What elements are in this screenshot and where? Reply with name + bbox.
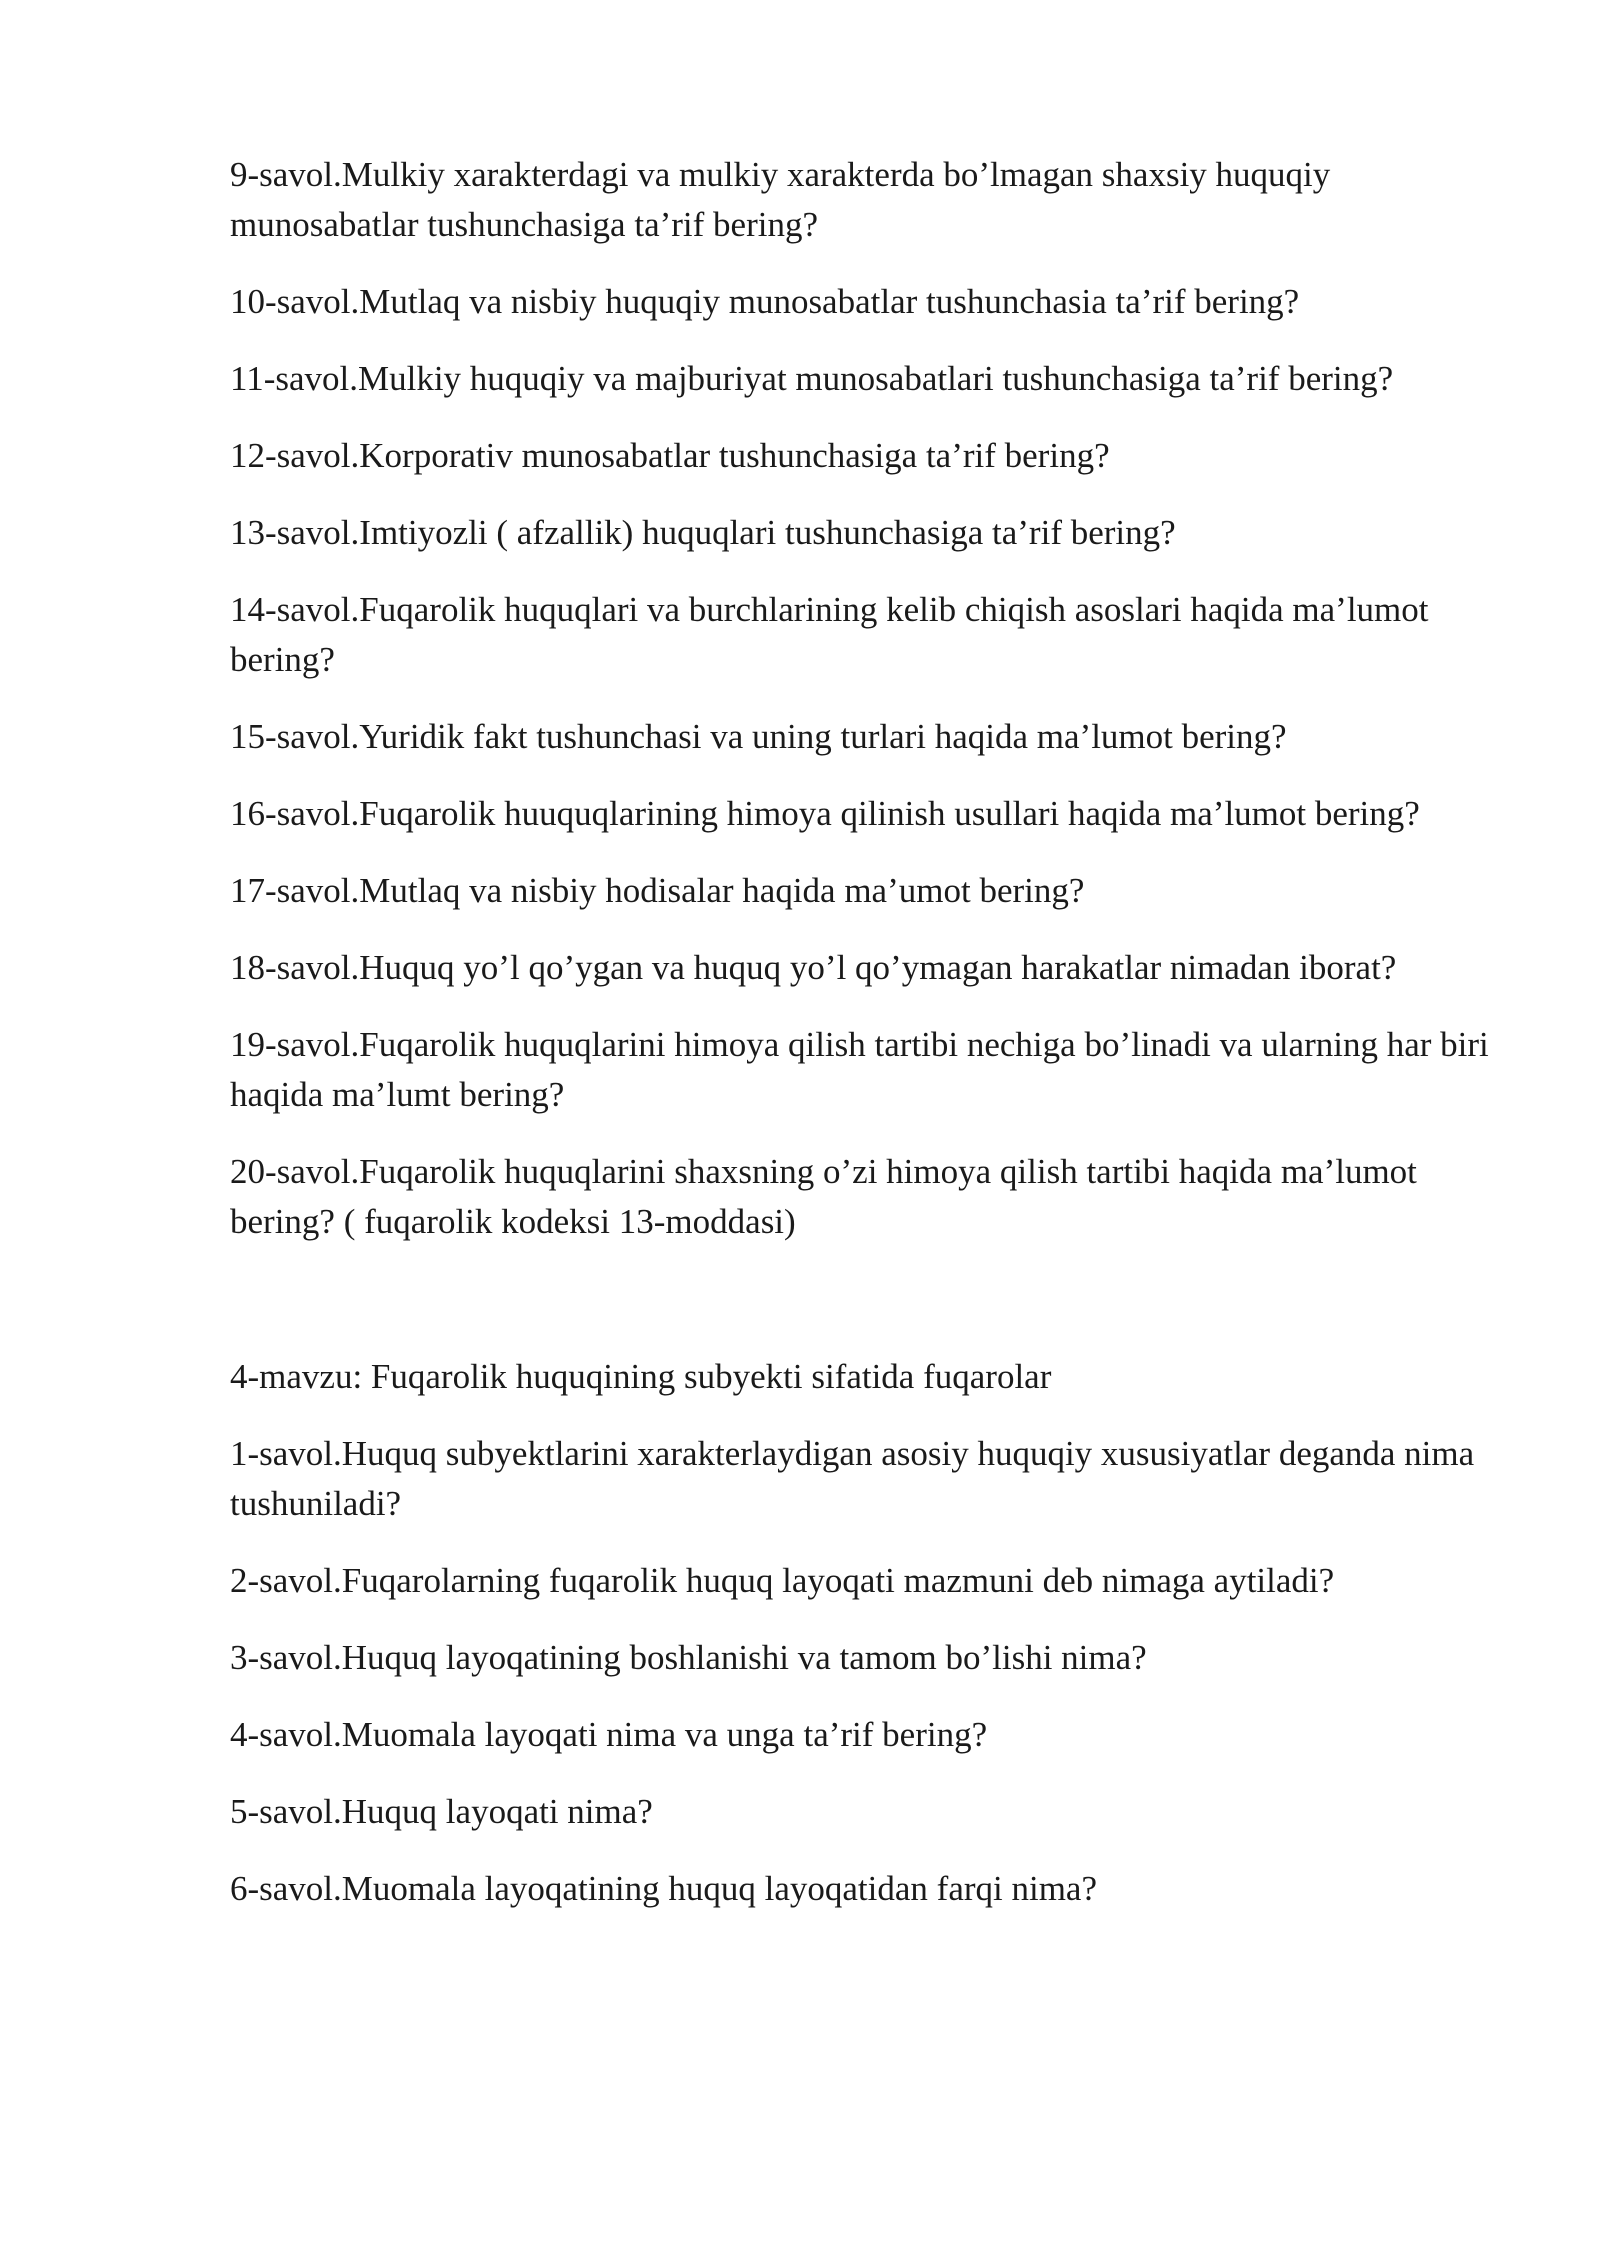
- question-17: 17-savol.Mutlaq va nisbiy hodisalar haqida ma’umot bering?: [230, 871, 1085, 910]
- question-11: 11-savol.Mulkiy huquqiy va majburiyat munosabatlari tushunchasiga ta’rif bering?: [230, 359, 1394, 398]
- question-18: 18-savol.Huquq yo’l qo’ygan va huquq yo’l qo’ymagan harakatlar nimadan iborat?: [230, 948, 1397, 987]
- question-20: 20-savol.Fuqarolik huquqlarini shaxsning o’zi himoya qilish tartibi haqida ma’lumot bering? ( fuqarolik kodeksi 13-moddasi): [230, 1152, 1417, 1241]
- question-13: 13-savol.Imtiyozli ( afzallik) huquqlari tushunchasiga ta’rif bering?: [230, 513, 1176, 552]
- topic-question-2: 2-savol.Fuqarolarning fuqarolik huquq layoqati mazmuni deb nimaga aytiladi?: [230, 1561, 1335, 1600]
- question-9: 9-savol.Mulkiy xarakterdagi va mulkiy xarakterda bo’lmagan shaxsiy huquqiy munosabatlar tushunchasiga ta’rif bering?: [230, 155, 1331, 244]
- question-16: 16-savol.Fuqarolik huuquqlarining himoya qilinish usullari haqida ma’lumot bering?: [230, 794, 1420, 833]
- topic-question-3: 3-savol.Huquq layoqatining boshlanishi va tamom bo’lishi nima?: [230, 1638, 1147, 1677]
- question-12: 12-savol.Korporativ munosabatlar tushunchasiga ta’rif bering?: [230, 436, 1110, 475]
- question-14: 14-savol.Fuqarolik huquqlari va burchlarining kelib chiqish asoslari haqida ma’lumot bering?: [230, 590, 1429, 679]
- question-15: 15-savol.Yuridik fakt tushunchasi va uning turlari haqida ma’lumot bering?: [230, 717, 1287, 756]
- topic-question-4: 4-savol.Muomala layoqati nima va unga ta’rif bering?: [230, 1715, 988, 1754]
- topic-question-1: 1-savol.Huquq subyektlarini xarakterlaydigan asosiy huquqiy xususiyatlar deganda nima tushuniladi?: [230, 1434, 1475, 1523]
- topic-question-6: 6-savol.Muomala layoqatining huquq layoqatidan farqi nima?: [230, 1869, 1098, 1908]
- question-10: 10-savol.Mutlaq va nisbiy huquqiy munosabatlar tushunchasia ta’rif bering?: [230, 282, 1300, 321]
- question-19: 19-savol.Fuqarolik huquqlarini himoya qilish tartibi nechiga bo’linadi va ularning har biri haqida ma’lumt bering?: [230, 1025, 1489, 1114]
- topic-heading: 4-mavzu: Fuqarolik huquqining subyekti sifatida fuqarolar: [230, 1357, 1052, 1396]
- document-body: [230, 150, 1495, 1941]
- topic-question-5: 5-savol.Huquq layoqati nima?: [230, 1792, 653, 1831]
